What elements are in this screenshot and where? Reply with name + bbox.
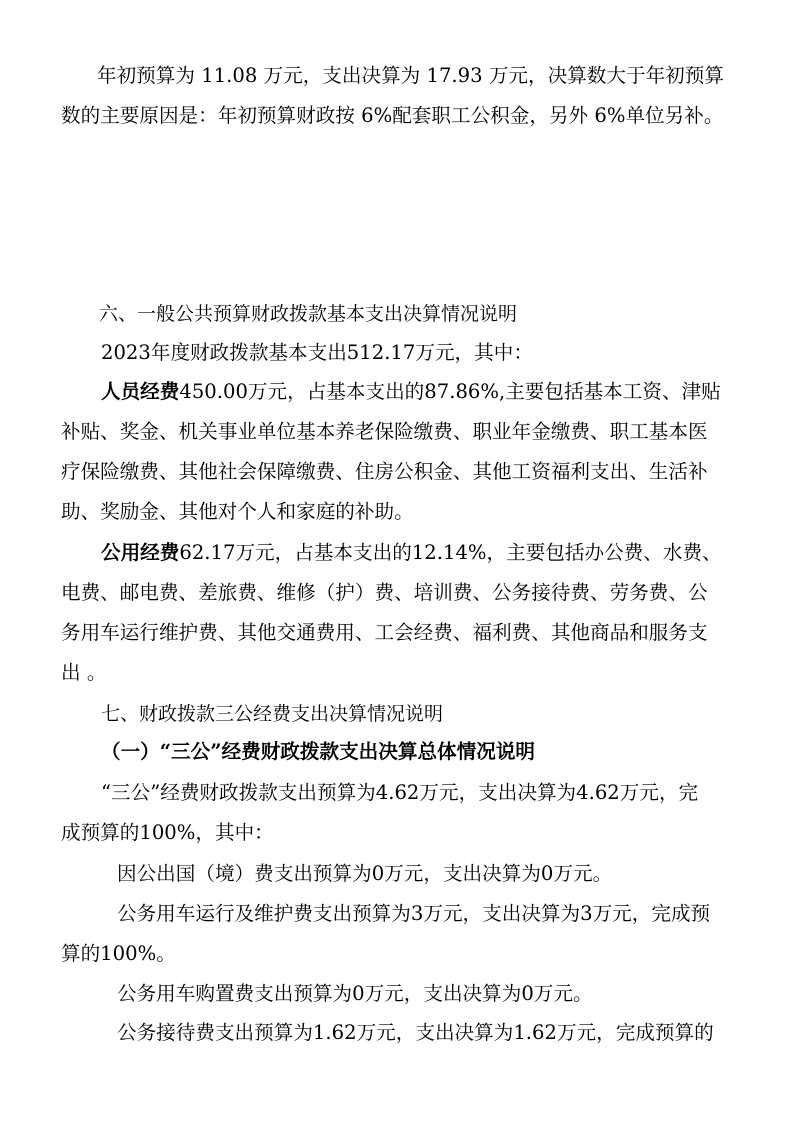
intro-line-2: 数的主要原因是：年初预算财政按 6%配套职工公积金，另外 6%单位另补。 — [61, 104, 724, 127]
section-6-heading: 六、一般公共预算财政拨款基本支出决算情况说明 — [99, 303, 518, 325]
section-6-summary: 2023年度财政拨款基本支出512.17万元，其中： — [101, 341, 533, 364]
personnel-text: 450.00万元，占基本支出的87.86%,主要包括基本工资、津贴 — [179, 380, 721, 403]
personnel-line-1 — [101, 377, 721, 407]
personnel-label: 人员经费 — [101, 380, 180, 403]
overall-line-2: 成预算的100%，其中： — [61, 821, 274, 844]
abroad-line: 因公出国（境）费支出预算为0万元，支出决算为0万元。 — [117, 862, 613, 885]
public-label: 公用经费 — [101, 541, 180, 564]
vehicle-buy-line: 公务用车购置费支出预算为0万元，支出决算为0万元。 — [117, 982, 593, 1005]
vehicle-run-line-2: 算的100%。 — [61, 942, 176, 965]
overall-line-1: “三公”经费财政拨款支出预算为4.62万元，支出决算为4.62万元，完 — [101, 781, 699, 804]
public-line-3: 务用车运行维护费、其他交通费用、工会经费、福利费、其他商品和服务支 — [61, 621, 708, 644]
vehicle-run-line-1: 公务用车运行及维护费支出预算为3万元，支出决算为3万元，完成预 — [117, 902, 711, 925]
public-line-2: 电费、邮电费、差旅费、维修（护）费、培训费、公务接待费、劳务费、公 — [61, 581, 708, 604]
personnel-line-4: 助、奖励金、其他对个人和家庭的补助。 — [61, 500, 414, 523]
personnel-line-2: 补贴、奖金、机关事业单位基本养老保险缴费、职业年金缴费、职工基本医 — [61, 420, 708, 443]
personnel-line-3: 疗保险缴费、其他社会保障缴费、住房公积金、其他工资福利支出、生活补 — [61, 460, 708, 483]
public-text: 62.17万元，占基本支出的12.14%，主要包括办公费、水费、 — [179, 541, 722, 564]
public-line-1 — [101, 538, 722, 568]
intro-line-1: 年初预算为 11.08 万元，支出决算为 17.93 万元，决算数大于年初预算 — [97, 64, 724, 87]
section-7-subheading: （一）“三公”经费财政拨款支出决算总体情况说明 — [101, 740, 536, 763]
reception-line: 公务接待费支出预算为1.62万元，支出决算为1.62万元，完成预算的 — [117, 1021, 714, 1044]
section-7-heading: 七、财政拨款三公经费支出决算情况说明 — [101, 703, 444, 725]
public-line-4: 出 。 — [61, 661, 107, 684]
